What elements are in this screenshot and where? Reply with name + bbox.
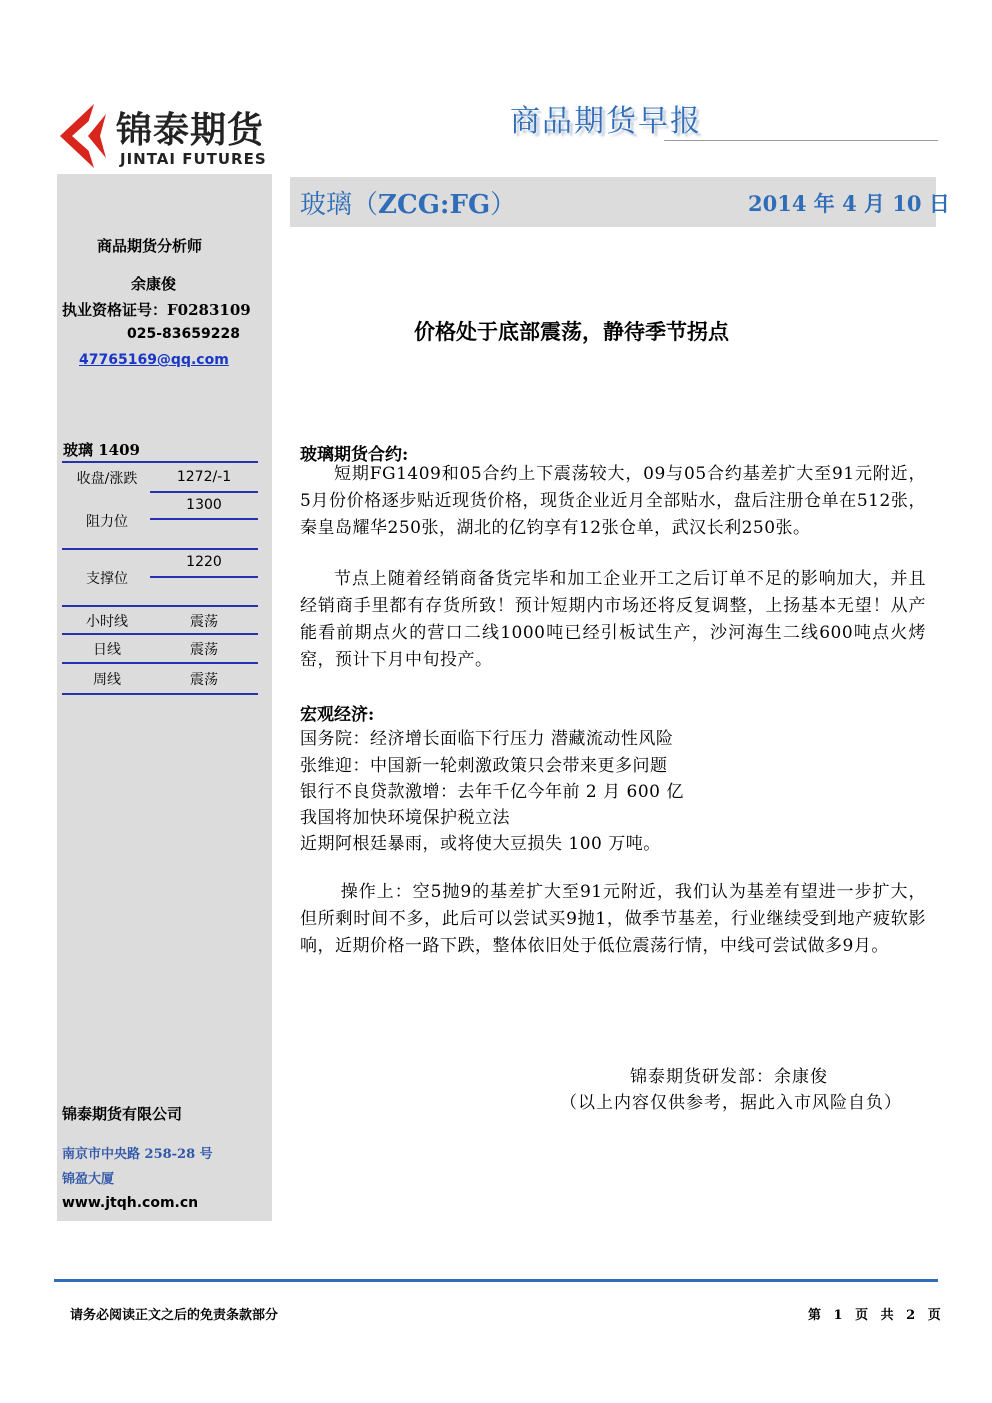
commodity-close: ）: [490, 190, 517, 220]
row-label-support: 支撑位: [86, 571, 128, 587]
risk-disclaimer: （以上内容仅供参考，据此入市风险自负）: [560, 1093, 902, 1113]
row-label-hourly: 小时线: [86, 614, 128, 630]
table-rule: [62, 633, 258, 635]
row-value-weekly: 震荡: [190, 672, 218, 688]
section-heading-contract: 玻璃期货合约:: [300, 445, 409, 465]
table-rule: [62, 662, 258, 664]
operation-paragraph: 操作上：空5抛9的基差扩大至91元附近，我们认为基差有望进一步扩大，但所剩时间不多，此后可以尝试买9抛1，做季节基差，行业继续受到地产疲软影响，近期价格一路下跌，整体依旧处于低位震荡行情，中线可尝试做多9月。: [300, 882, 926, 956]
company-logo: [54, 100, 274, 172]
commodity-name: 玻璃（: [300, 190, 379, 220]
row-label-daily: 日线: [93, 642, 121, 658]
header-divider: [664, 140, 938, 141]
signature: 锦泰期货研发部：余康俊: [630, 1067, 828, 1087]
row-value-support: 1220: [186, 554, 222, 570]
table-rule: [62, 693, 258, 695]
report-date: 2014 年 4 月 10 日: [748, 191, 950, 216]
macro-item: 近期阿根廷暴雨，或将使大豆损失 100 万吨。: [300, 834, 661, 854]
logo-emblem-icon: [54, 100, 110, 172]
logo-text-en: JINTAI FUTURES: [120, 150, 267, 168]
contract-paragraph-2: 节点上随着经销商备货完毕和加工企业开工之后订单不足的影响加大，并且经销商手里都有存货所致！预计短期内市场还将反复调整，上扬基本无望！从产能看前期点火的营口二线1000吨已经引板试生产，沙河海生二线600吨点火烤窑，预计下月中旬投产。: [300, 569, 926, 670]
row-value-resistance: 1300: [186, 497, 222, 513]
table-rule: [150, 576, 258, 578]
macro-item: 我国将加快环境保护税立法: [300, 808, 510, 828]
contract-title: 玻璃 1409: [63, 441, 140, 459]
macro-item: 张维迎：中国新一轮刺激政策只会带来更多问题: [300, 756, 668, 776]
footer-disclaimer-note: 请务必阅读正文之后的免责条款部分: [70, 1308, 279, 1323]
table-rule: [150, 491, 258, 493]
row-value-daily: 震荡: [190, 642, 218, 658]
analyst-role: 商品期货分析师: [97, 237, 203, 255]
table-rule: [62, 461, 258, 463]
report-title: 商品期货早报: [510, 104, 702, 139]
company-name: 锦泰期货有限公司: [62, 1105, 183, 1123]
company-website-link[interactable]: www.jtqh.com.cn: [62, 1195, 199, 1211]
headline: 价格处于底部震荡，静待季节拐点: [414, 319, 729, 344]
macro-item: 银行不良贷款激增：去年千亿今年前 2 月 600 亿: [300, 782, 684, 802]
row-value-hourly: 震荡: [190, 614, 218, 630]
license-number: 执业资格证号：F0283109: [62, 301, 251, 319]
row-label-close: 收盘/涨跌: [76, 471, 138, 487]
row-value-close: 1272/-1: [176, 469, 232, 485]
company-address-line2: 锦盈大厦: [62, 1172, 115, 1187]
logo-text-cn: 锦泰期货: [116, 110, 265, 151]
analyst-email-link[interactable]: 47765169@qq.com: [79, 352, 229, 368]
table-rule: [62, 548, 258, 550]
row-label-resistance: 阻力位: [86, 514, 128, 530]
section-heading-macro: 宏观经济:: [300, 705, 375, 725]
row-label-weekly: 周线: [93, 672, 121, 688]
company-address-line1: 南京市中央路 258-28 号: [62, 1147, 213, 1162]
commodity-title: [300, 184, 516, 221]
macro-item: 国务院：经济增长面临下行压力 潜藏流动性风险: [300, 729, 674, 749]
contract-paragraph-1: 短期FG1409和05合约上下震荡较大，09与05合约基差扩大至91元附近，5月份价格逐步贴近现货价格，现货企业近月全部贴水，盘后注册仓单在512张，秦皇岛耀华250张，湖北的亿钧享有12张仓单，武汉长利250张。: [300, 464, 926, 538]
page-number: 第 1 页 共 2 页: [808, 1308, 945, 1323]
table-rule: [62, 605, 258, 607]
footer-divider: [54, 1279, 938, 1282]
analyst-phone: 025-83659228: [127, 326, 240, 342]
commodity-code: ZCG:FG: [378, 190, 491, 220]
analyst-name: 余康俊: [131, 275, 177, 293]
table-rule: [150, 518, 258, 520]
